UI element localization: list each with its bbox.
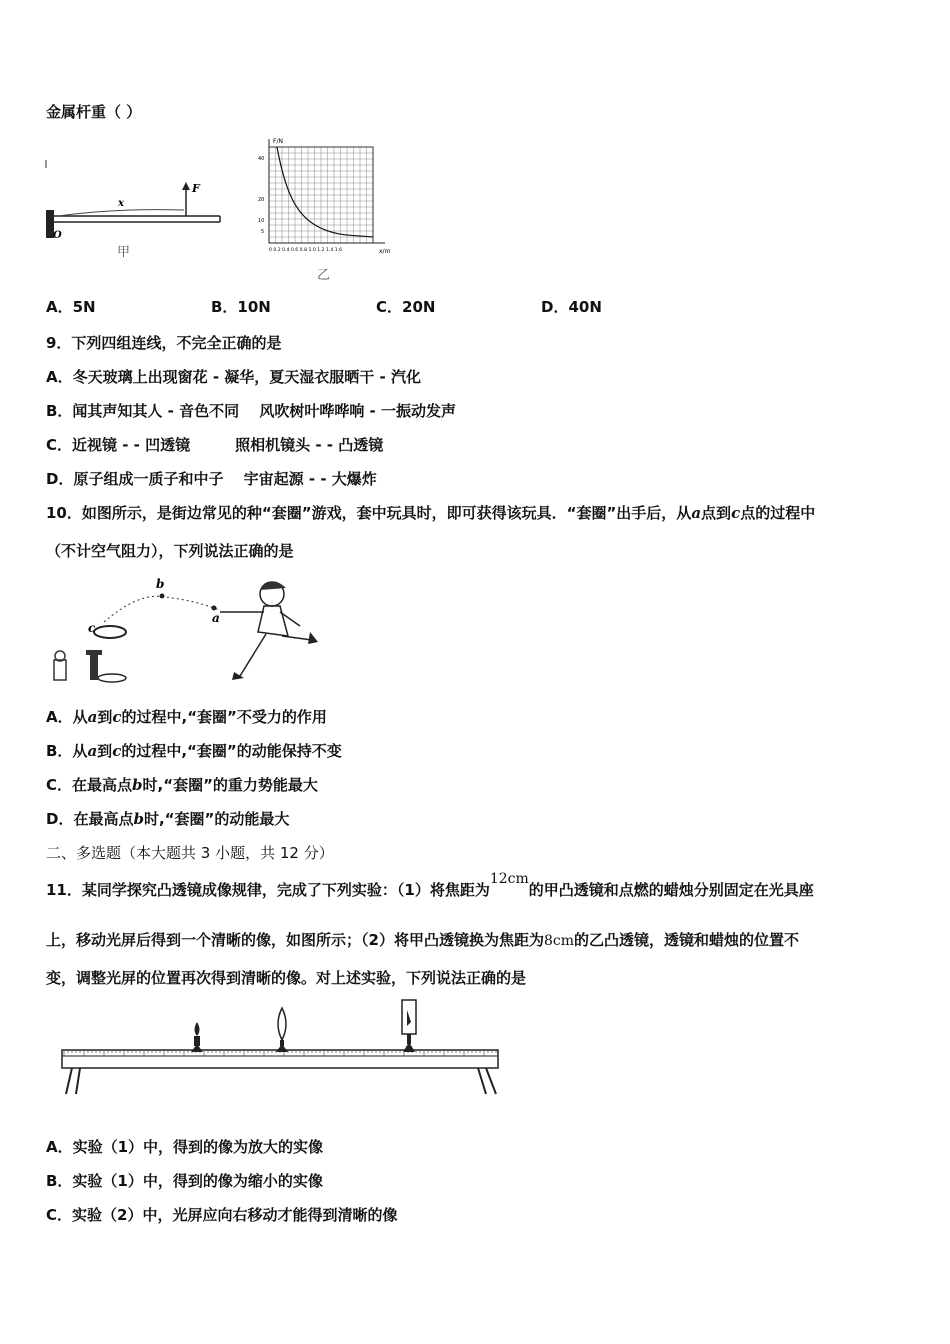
q9-stem: 9．下列四组连线，不完全正确的是 [46,334,282,352]
q10-option-d[interactable]: D．在最高点b时,“套圈”的动能最大 [46,810,290,828]
q11-option-b[interactable]: B．实验（1）中，得到的像为缩小的实像 [46,1172,323,1190]
ytick-10: 10 [258,218,265,224]
q10-option-b[interactable]: B．从a到c的过程中,“套圈”的动能保持不变 [46,742,342,760]
ytick-40: 40 [258,156,265,162]
label-f: F [192,182,200,195]
graph-xticks: 0 0.2 0.4 0.6 0.8 1.0 1.2 1.4 1.6 [269,248,343,253]
ring-label-a: a [212,611,220,625]
q8-stem-tail: 金属杆重（ ） [46,103,142,121]
q10-option-c[interactable]: C．在最高点b时,“套圈”的重力势能最大 [46,776,318,794]
figure-lever-jia [44,150,229,260]
figure-ring-toss [44,572,334,692]
caption-jia: 甲 [117,245,131,260]
q10-stem-line1: 10．如图所示，是街边常见的种“套圈”游戏，套中玩具时，即可获得该玩具．“套圈”出手后，从a点到c点的过程中 [46,504,816,522]
q10-stem-line2: （不计空气阻力），下列说法正确的是 [46,542,294,560]
graph-ylabel: F/N [273,138,283,145]
ring-label-b: b [156,577,165,591]
label-x: x [118,198,124,209]
q9-option-a[interactable]: A．冬天玻璃上出现窗花 - 凝华，夏天湿衣服晒干 - 汽化 [46,368,421,386]
q11-option-c[interactable]: C．实验（2）中，光屏应向右移动才能得到清晰的像 [46,1206,398,1224]
ring-label-c: c [88,621,96,635]
q9-option-c[interactable]: C．近视镜 - - 凹透镜 照相机镜头 - - 凸透镜 [46,436,384,454]
q9-option-d[interactable]: D．原子组成一质子和中子 宇宙起源 - - 大爆炸 [46,470,377,488]
graph-xlabel: x/m [379,248,391,255]
label-o: O [53,230,62,241]
q11-stem-line3: 变，调整光屏的位置再次得到清晰的像。对上述实验，下列说法正确的是 [46,969,527,987]
q8-option-a[interactable]: A．5N [46,298,96,316]
ytick-5: 5 [261,229,265,235]
q11-stem-line1: 11．某同学探究凸透镜成像规律，完成了下列实验：（1）将焦距为12cm的甲凸透镜和点燃的蜡烛分别固定在光具座 [46,871,814,899]
q10-option-a[interactable]: A．从a到c的过程中,“套圈”不受力的作用 [46,708,327,726]
q9-option-b[interactable]: B．闻其声知其人 - 音色不同 风吹树叶哗哗响 - 一振动发声 [46,402,456,420]
section-title: 二、多选题（本大题共 3 小题，共 12 分） [46,844,334,862]
q8-option-b[interactable]: B．10N [211,298,271,316]
q11-option-a[interactable]: A．实验（1）中，得到的像为放大的实像 [46,1138,324,1156]
ytick-20: 20 [258,197,265,203]
q8-option-d[interactable]: D．40N [541,298,602,316]
q8-option-c[interactable]: C．20N [376,298,436,316]
figure-graph-yi [255,135,395,285]
caption-yi: 乙 [317,268,331,283]
q11-stem-line2: 上，移动光屏后得到一个清晰的像，如图所示；（2）将甲凸透镜换为焦距为8cm的乙凸透镜，透镜和蜡烛的位置不 [46,931,799,949]
figure-optical-bench [58,1000,506,1102]
